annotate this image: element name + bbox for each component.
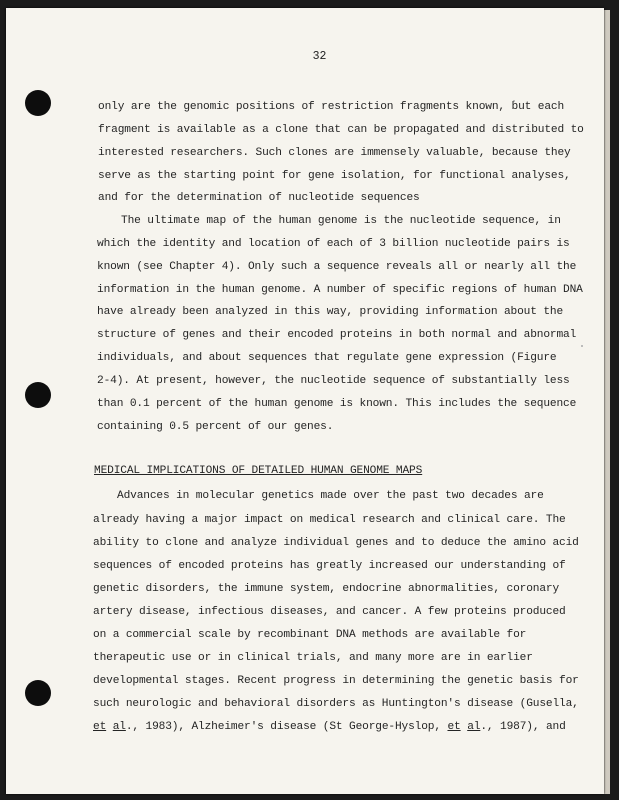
- text-line: genetic disorders, the immune system, endocrine abnormalities, coronary: [93, 583, 560, 595]
- text-line: structure of genes and their encoded proteins in both normal and abnormal: [97, 329, 577, 341]
- text-line: artery disease, infectious diseases, and cancer. A few proteins produced: [93, 606, 566, 618]
- text-line: [93, 721, 566, 733]
- citation-al: al: [467, 721, 481, 733]
- citation-et: et: [93, 721, 107, 733]
- text-line: information in the human genome. A number of specific regions of human DNA: [97, 284, 583, 296]
- text-segment: ., 1983), Alzheimer's disease (St George-Hyslop,: [125, 721, 448, 733]
- punch-hole-bottom: [25, 680, 51, 706]
- citation-al: al: [112, 721, 126, 733]
- text-line: 2-4). At present, however, the nucleotide sequence of substantially less: [97, 375, 570, 387]
- text-line: have already been analyzed in this way, providing information about the: [97, 306, 564, 318]
- text-line: fragment is available as a clone that can be propagated and distributed to: [98, 124, 584, 136]
- text-line: individuals, and about sequences that regulate gene expression (Figure: [97, 352, 557, 364]
- text-line: known (see Chapter 4). Only such a sequence reveals all or nearly all the: [97, 261, 577, 273]
- text-line: serve as the starting point for gene isolation, for functional analyses,: [98, 170, 571, 182]
- text-segment: ., 1987), and: [480, 721, 566, 733]
- text-line: Advances in molecular genetics made over the past two decades are: [117, 490, 544, 502]
- section-heading: MEDICAL IMPLICATIONS OF DETAILED HUMAN GENOME MAPS: [94, 465, 423, 477]
- page-edge: [604, 10, 610, 794]
- text-line: than 0.1 percent of the human genome is known. This includes the sequence: [97, 398, 577, 410]
- text-line: The ultimate map of the human genome is the nucleotide sequence, in: [121, 215, 561, 227]
- text-line: sequences of encoded proteins has greatly increased our understanding of: [93, 560, 566, 572]
- text-line: only are the genomic positions of restriction fragments known, but each: [98, 101, 565, 113]
- text-line: already having a major impact on medical research and clinical care. The: [93, 514, 566, 526]
- text-line: and for the determination of nucleotide sequences: [98, 192, 420, 204]
- citation-et: et: [447, 721, 461, 733]
- text-line: developmental stages. Recent progress in determining the genetic basis for: [93, 675, 579, 687]
- text-line: interested researchers. Such clones are immensely valuable, because they: [98, 147, 571, 159]
- text-line: containing 0.5 percent of our genes.: [97, 421, 334, 433]
- punch-hole-middle: [25, 382, 51, 408]
- punch-hole-top: [25, 90, 51, 116]
- page-number: 32: [312, 50, 327, 63]
- text-line: which the identity and location of each of 3 billion nucleotide pairs is: [97, 238, 570, 250]
- text-line: on a commercial scale by recombinant DNA methods are available for: [93, 629, 527, 641]
- text-line: therapeutic use or in clinical trials, and many more are in earlier: [93, 652, 533, 664]
- text-line: ability to clone and analyze individual genes and to deduce the amino acid: [93, 537, 579, 549]
- text-line: such neurologic and behavioral disorders as Huntington's disease (Gusella,: [93, 698, 579, 710]
- paper-speck: [581, 345, 583, 347]
